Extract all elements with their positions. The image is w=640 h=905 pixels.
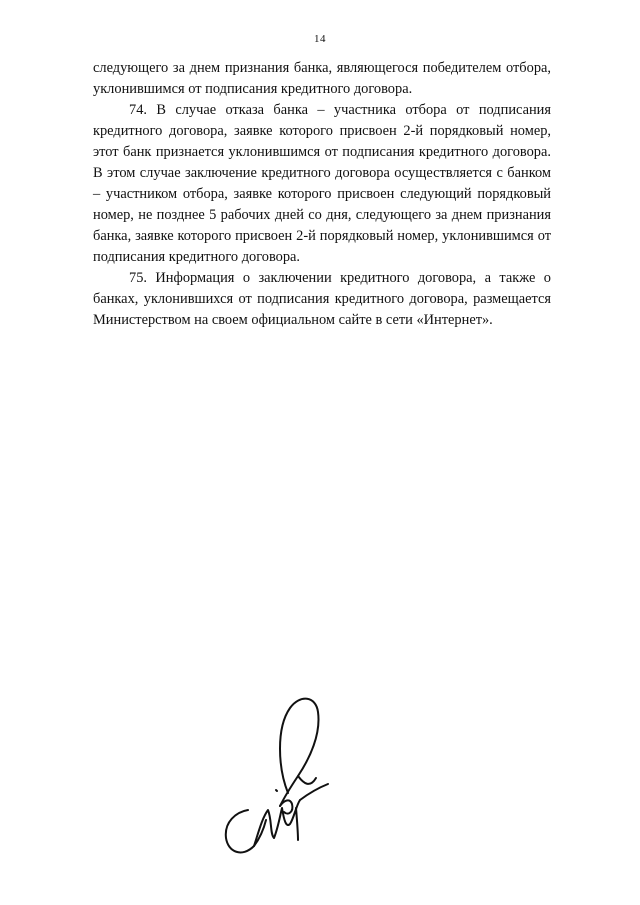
signature-main-stroke [298,776,316,784]
handwritten-signature [218,688,343,868]
signature-loop-stroke [280,699,318,806]
signature-tick-stroke [296,808,298,840]
page-number: 14 [314,33,326,45]
signature-c-stroke [226,810,266,852]
paragraph-item-74: 74. В случае отказа банка – участника отбора от подписания кредитного договора, заявке которого присвоен 2-й порядковый номер, этот банк признается уклонившимся от подписания кредитного договора. В этом случае заключение кредитного договора осуществляется с банком – участником отбора, заявке которого присвоен следующий порядковый номер, не позднее 5 рабочих дней со дня, следующего за днем признания банка, заявке которого присвоен 2-й порядковый номер, уклонившимся от подписания кредитного договора. [93,102,551,265]
paragraph-item-75: 75. Информация о заключении кредитного договора, а также о банках, уклонившихся от подписания кредитного договора, размещается Министерством на своем официальном сайте в сети «Интернет». [93,270,551,328]
paragraph-continuation: следующего за днем признания банка, являющегося победителем отбора, уклонившимся от подписания кредитного договора. [93,60,551,97]
document-body [93,58,551,331]
signature-dot-stroke [276,790,277,791]
signature-tail-stroke [300,784,328,800]
